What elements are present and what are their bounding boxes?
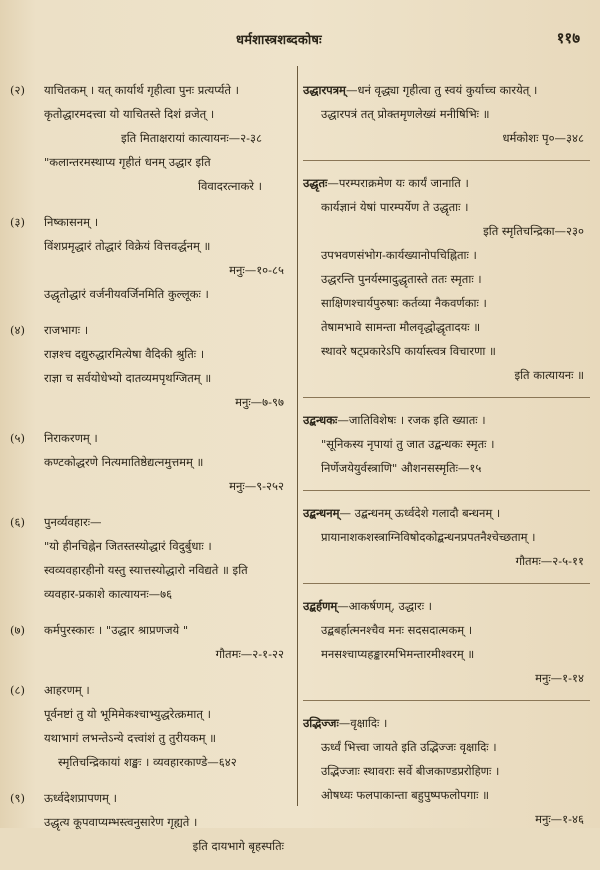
entry-number: (५) [10,431,25,445]
entry-text-line: इति दायभागे बृहस्पतिः [192,839,284,853]
entry-text-line: उद्धृतोद्धारं वर्जनीयवर्जिनमिति कुल्लूकः । [44,287,209,301]
entry-separator [303,397,590,398]
headword: उद्बन्धकः [303,413,338,427]
entry-text-line: उद्बबर्हात्मनश्चैव मनः सदसदात्मकम् । [321,623,473,637]
headword-definition: —आकर्षणम्, उद्धारः । [337,599,433,613]
entry-heading: याचितकम् । यत् कार्यार्थ गृहीत्वा पुनः प्रत्यर्प्यते । [44,83,239,97]
entry-text-line: निर्णेजयेयुर्वस्त्राणि" औशनसस्मृतिः—१५ [321,461,482,475]
entry-head-line [303,594,590,618]
column-divider [297,66,298,806]
entry-text-line: गौतमः—२-१-२२ [215,647,284,661]
entry-text-line: विंशप्रमृद्धारं तोद्धारं विक्रेयं वित्तवर्द्धनम् ॥ [44,239,211,253]
entry-text-line: मनुः—७-९७ [235,395,284,409]
left-entry [10,318,292,414]
left-entry [10,678,292,774]
entry-text-line: ओषध्यः फलपाकान्ता बहुपुष्पफलोपगाः ॥ [321,788,490,802]
entry-heading: राजभागः । [44,323,89,337]
entry-text-line: "सूनिकस्य नृपायां तु जात उद्बन्धकः स्मृतः । [321,437,495,451]
headword-definition: —जातिविशेषः । रजक इति ख्यातः । [337,413,486,427]
entry-number: (७) [10,623,25,637]
headword-definition: —वृक्षादिः । [338,716,388,730]
entry-text-line: इति मिताक्षरायां कात्यायनः—२-३८ [121,131,262,145]
entry-head-line [10,786,292,810]
headword: उद्बर्हणम् [303,599,338,613]
entry-text-line: यथाभागं लभन्तेऽन्ये दत्त्वांशं तु तुरीयकम् ॥ [44,731,217,745]
left-entry [10,786,292,858]
entry-number: (३) [10,215,25,229]
source-citation: गौतमः—२-५-११ [515,554,584,568]
entry-head-line [10,510,292,534]
source-citation: मनुः—१-१४ [535,671,584,685]
entry-number: (२) [10,83,25,97]
entry-text-line: उद्धृत्य कूपवाप्यम्भस्त्वनुसारेण गृह्यते । [44,815,198,829]
entry-heading: आहरणम् । [44,683,90,697]
entry-text-line: साक्षिणश्चार्यपुरुषाः कर्तव्या नैकवर्णकाः । [321,296,487,310]
entry-text-line: प्रायानाशकशस्त्राग्निविषोदकोद्बन्धनप्रपतनैश्चेच्छताम् । [321,530,536,544]
page-number: ११७ [556,29,580,47]
entry-text-line: कृतोद्धारमदत्त्वा यो याचितस्ते दिशं व्रजेत् । [44,107,215,121]
entry-text-line: मनुः—१०-८५ [229,263,284,277]
left-entry [10,510,292,606]
entry-text-line: स्वव्यवहारहीनो यस्तु स्यात्तस्योद्धारो नविद्यते ॥ इति [44,563,248,577]
entry-head-line [303,501,590,525]
entry-number: (९) [10,791,25,805]
headword-definition: —धनं वृद्ध्या गृहीत्वा तु स्वयं कुर्याच्च कारयेत् । [345,83,538,97]
entry-text-line: कण्टकोद्धरणे नित्यमातिष्ठेद्यत्नमुत्तमम् ॥ [44,455,204,469]
entry-text-line: विवादरत्नाकरे । [198,179,262,193]
entry-separator [303,583,590,584]
entry-heading: निष्कासनम् । [44,215,99,229]
entry-separator [303,490,590,491]
right-column [303,78,590,841]
entry-number: (४) [10,323,25,337]
right-entry [303,711,590,831]
entry-text-line: स्मृतिचन्द्रिकायां शङ्खः । व्यवहारकाण्डे—६४२ [58,755,237,769]
entry-head-line [303,78,590,102]
entry-separator [303,700,590,701]
entry-head-line [10,210,292,234]
entry-heading: कर्मपुरस्कारः । "उद्धार श्राप्रणजये " [44,623,189,637]
right-entry [303,594,590,690]
headword-definition: —परम्पराक्रमेण यः कार्यं जानाति । [327,176,469,190]
right-entry [303,171,590,387]
entry-text-line: ऊर्ध्वं भित्त्वा जायते इति उद्भिज्जः वृक्षादिः । [321,740,497,754]
entry-heading: ऊर्ध्वदेशप्रापणम् । [44,791,117,805]
entry-text-line: "कलान्तरमस्थाप्य गृहीतं धनम् उद्धार इति [44,155,211,169]
entry-text-line: उद्धरन्ति पुनर्यस्मादुद्धृतास्ते ततः स्मृताः । [321,272,482,286]
entry-text-line: मनसश्चाप्यहङ्कारमभिमन्तारमीश्वरम् ॥ [321,647,475,661]
headword-definition: — उद्बन्धनम् ऊर्ध्वदेशे गलादौ बन्धनम् । [339,506,501,520]
source-citation: मनुः—१-४६ [535,812,584,826]
left-entry [10,210,292,306]
headword: उद्भिज्जः [303,716,339,730]
entry-head-line [10,618,292,642]
entry-head-line [303,711,590,735]
right-entry [303,78,590,150]
left-column [10,78,292,870]
headword: उद्बन्धनम् [303,506,340,520]
right-entry [303,408,590,480]
entry-number: (६) [10,515,25,529]
entry-text-line: राज्ञा च सर्वयोधेभ्यो दातव्यमपृथग्जितम् ॥ [44,371,212,385]
entry-head-line [303,408,590,432]
entry-text-line: उपभवणसंभोग-कार्यख्यानोपचिह्निताः । [321,248,477,262]
entry-separator [303,160,590,161]
headword: उद्धृतः [303,176,328,190]
headword: उद्धारपत्रम् [303,83,346,97]
entry-head-line [10,678,292,702]
left-entry [10,78,292,198]
entry-text-line: मनुः—९-२५२ [229,479,284,493]
entry-head-line [10,426,292,450]
left-entry [10,618,292,666]
entry-text-line: उद्धारपत्रं तत् प्रोक्तमृणलेख्यं मनीषिभिः ॥ [321,107,490,121]
page-header [0,30,600,54]
source-citation: इति स्मृतिचन्द्रिका—२३० [483,224,584,238]
entry-text-line: स्थावरे षट्प्रकारेऽपि कार्यास्त्वत्र विचारणा ॥ [321,344,496,358]
entry-text-line: पूर्वनष्टां तु यो भूमिमेकश्चाभ्युद्धरेत्क्रमात् । [44,707,211,721]
entry-text-line: "यो हीनचिह्नेन जितस्तस्योद्धारं विदुर्बुधाः । [44,539,212,553]
entry-head-line [303,171,590,195]
entry-head-line [10,78,292,102]
entry-text-line: राज्ञश्च दद्युरुद्धारमित्येषा वैदिकी श्रुतिः । [44,347,205,361]
entry-head-line [10,318,292,342]
right-entry [303,501,590,573]
entry-heading: पुनर्व्यवहारः— [44,515,102,529]
page-title: धर्मशास्त्रशब्दकोषः [236,33,322,48]
source-citation: धर्मकोशः पृ०—३४८ [502,131,584,145]
entry-number: (८) [10,683,25,697]
left-entry [10,426,292,498]
source-citation: इति कात्यायनः ॥ [514,368,584,382]
entry-text-line: उद्भिज्जाः स्थावराः सर्वे बीजकाण्डप्ररोहिणः । [321,764,500,778]
entry-text-line: व्यवहार-प्रकाशे कात्यायनः—७६ [44,587,173,601]
entry-text-line: तेषामभावे सामन्ता मौलवृद्धोद्धृतादयः ॥ [321,320,481,334]
entry-text-line: कार्यज्ञानं येषां पारम्पर्येण ते उद्धृताः । [321,200,469,214]
entry-heading: निराकरणम् । [44,431,98,445]
